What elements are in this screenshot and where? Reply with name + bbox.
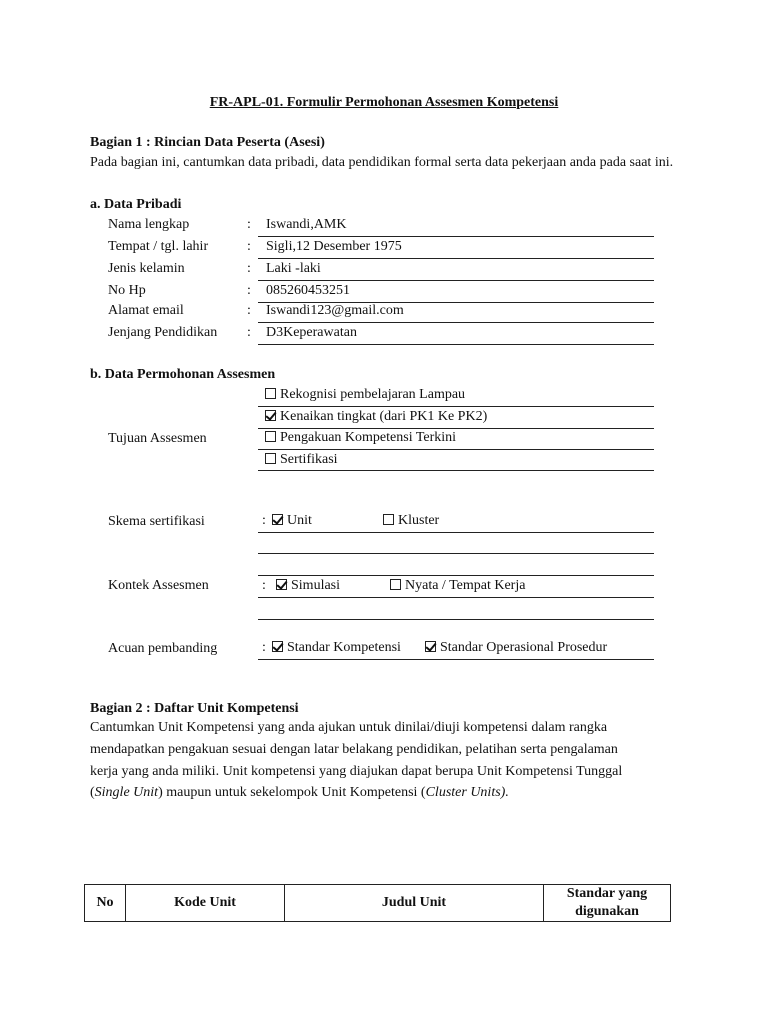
- option-label: Kenaikan tingkat (dari PK1 Ke PK2): [280, 409, 488, 424]
- checked-checkbox-icon[interactable]: [276, 579, 287, 590]
- kontek-option-simulasi[interactable]: [276, 577, 340, 595]
- option-label: Standar Kompetensi: [287, 640, 401, 655]
- underline: [258, 470, 654, 471]
- underline: [258, 280, 654, 281]
- field-value-nama[interactable]: Iswandi,AMK: [266, 217, 347, 232]
- checked-checkbox-icon[interactable]: [265, 410, 276, 421]
- page-title: FR-APL-01. Formulir Permohonan Assesmen Kompetensi: [209, 95, 559, 110]
- tujuan-option[interactable]: [265, 408, 487, 426]
- italic-term: Cluster Units).: [425, 785, 509, 800]
- bagian2-text-line: kerja yang anda miliki. Unit kompetensi yang diajukan dapat berupa Unit Kompetensi Tunggal: [90, 764, 623, 779]
- underline: [258, 597, 654, 598]
- acuan-label: Acuan pembanding: [108, 641, 218, 656]
- text-fragment: ) maupun untuk sekelompok Unit Kompetensi (: [158, 785, 426, 800]
- colon: :: [262, 578, 266, 593]
- checked-checkbox-icon[interactable]: [272, 641, 283, 652]
- field-value-nohp[interactable]: 085260453251: [266, 283, 350, 298]
- checked-checkbox-icon[interactable]: [425, 641, 436, 652]
- colon: :: [262, 640, 266, 655]
- option-label: Pengakuan Kompetensi Terkini: [280, 430, 457, 445]
- skema-option-unit[interactable]: [272, 512, 312, 530]
- skema-label: Skema sertifikasi: [108, 514, 205, 529]
- checked-checkbox-icon[interactable]: [272, 514, 283, 525]
- field-value-jenis-kelamin[interactable]: Laki -laki: [266, 261, 321, 276]
- underline: [258, 236, 654, 237]
- underline: [258, 619, 654, 620]
- field-label-jenjang: Jenjang Pendidikan: [108, 325, 218, 340]
- option-label: Sertifikasi: [280, 452, 338, 467]
- colon: :: [247, 239, 251, 254]
- option-label: Simulasi: [291, 578, 341, 593]
- checkbox-icon[interactable]: [265, 453, 276, 464]
- bagian2-text-line: mendapatkan pengakuan sesuai dengan latar belakang pendidikan, pelatihan serta pengalaman: [90, 742, 618, 757]
- bagian2-text-line: Cantumkan Unit Kompetensi yang anda ajukan untuk dinilai/diuji kompetensi dalam rangka: [90, 720, 608, 735]
- colon: :: [247, 325, 251, 340]
- section-b-heading: b. Data Permohonan Assesmen: [90, 367, 276, 382]
- tujuan-option[interactable]: [265, 386, 465, 404]
- underline: [258, 449, 654, 450]
- underline: [258, 258, 654, 259]
- header-no: No: [85, 885, 126, 922]
- bagian2-text-line: [90, 784, 509, 802]
- tujuan-label: Tujuan Assesmen: [108, 431, 207, 446]
- italic-term: Single Unit: [94, 785, 159, 800]
- underline: [258, 344, 654, 345]
- header-judul-unit: Judul Unit: [285, 885, 544, 922]
- option-label: Nyata / Tempat Kerja: [405, 578, 526, 593]
- underline: [258, 322, 654, 323]
- option-label: Standar Operasional Prosedur: [440, 640, 608, 655]
- tujuan-option[interactable]: [265, 429, 456, 447]
- field-label-email: Alamat email: [108, 303, 184, 318]
- acuan-option-standar-kompetensi[interactable]: [272, 639, 401, 657]
- field-value-email[interactable]: Iswandi123@gmail.com: [266, 303, 404, 318]
- text-fragment: (: [90, 785, 95, 800]
- kontek-option-nyata[interactable]: [390, 577, 525, 595]
- colon: :: [247, 303, 251, 318]
- header-kode-unit: Kode Unit: [126, 885, 285, 922]
- field-value-ttl[interactable]: Sigli,12 Desember 1975: [266, 239, 402, 254]
- colon: :: [247, 283, 251, 298]
- underline: [258, 553, 654, 554]
- skema-option-kluster[interactable]: [383, 512, 439, 530]
- colon: :: [247, 217, 251, 232]
- checkbox-icon[interactable]: [383, 514, 394, 525]
- kontek-label: Kontek Assesmen: [108, 578, 209, 593]
- unit-kompetensi-table: [84, 884, 671, 922]
- underline: [258, 575, 654, 576]
- acuan-option-sop[interactable]: [425, 639, 607, 657]
- field-label-nama: Nama lengkap: [108, 217, 190, 232]
- option-label: Rekognisi pembelajaran Lampau: [280, 387, 466, 402]
- colon: :: [262, 513, 266, 528]
- checkbox-icon[interactable]: [265, 431, 276, 442]
- underline: [258, 659, 654, 660]
- checkbox-icon[interactable]: [390, 579, 401, 590]
- bagian2-heading: Bagian 2 : Daftar Unit Kompetensi: [90, 701, 299, 716]
- field-value-jenjang[interactable]: D3Keperawatan: [266, 325, 357, 340]
- colon: :: [247, 261, 251, 276]
- option-label: Unit: [287, 513, 312, 528]
- underline: [258, 406, 654, 407]
- checkbox-icon[interactable]: [265, 388, 276, 399]
- section-a-heading: a. Data Pribadi: [90, 197, 182, 212]
- header-standar: Standar yang digunakan: [544, 885, 671, 922]
- field-label-ttl: Tempat / tgl. lahir: [108, 239, 209, 254]
- option-label: Kluster: [398, 513, 440, 528]
- bagian1-intro: Pada bagian ini, cantumkan data pribadi, data pendidikan formal serta data pekerjaan anda pada saat ini.: [90, 155, 674, 170]
- field-label-nohp: No Hp: [108, 283, 146, 298]
- table-header-row: [85, 885, 671, 922]
- field-label-jenis-kelamin: Jenis kelamin: [108, 261, 185, 276]
- bagian1-heading: Bagian 1 : Rincian Data Peserta (Asesi): [90, 135, 325, 150]
- underline: [258, 532, 654, 533]
- tujuan-option[interactable]: [265, 451, 338, 469]
